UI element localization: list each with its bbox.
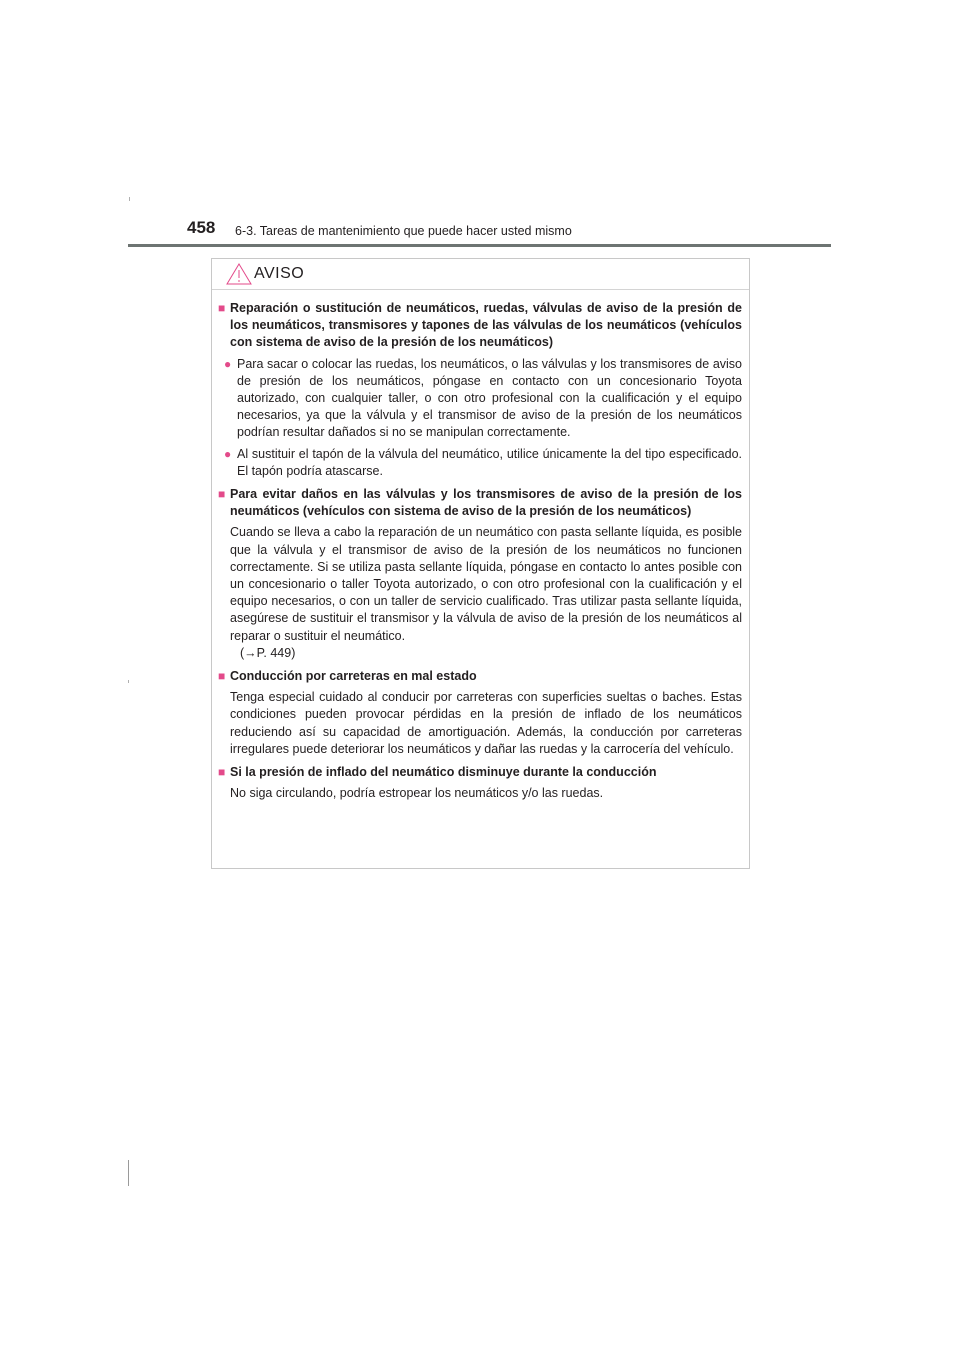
circle-bullet-icon: ● — [224, 446, 232, 461]
warning-title: AVISO — [254, 265, 305, 282]
square-bullet-icon: ■ — [218, 487, 226, 502]
warning-box — [211, 258, 750, 869]
crop-mark — [128, 680, 129, 683]
crop-mark — [129, 197, 130, 201]
section-text: No siga circulando, podría estropear los neumáticos y/o las ruedas. — [230, 786, 604, 801]
page-reference[interactable]: (→P. 449) — [240, 645, 296, 660]
section-heading: ■ Si la presión de inflado del neumático disminuye durante la conducción — [218, 764, 742, 781]
section-title: 6-3. Tareas de mantenimiento que puede hacer usted mismo — [235, 224, 572, 238]
circle-bullet-icon: ● — [224, 356, 232, 371]
page-number: 458 — [187, 218, 216, 237]
section-heading: ■ Reparación o sustitución de neumáticos, ruedas, válvulas de aviso de la presión de los neumáticos, transmisores y tapones de las válvulas de los neumáticos (vehículos con sistema de aviso de la presión de los neumáticos) — [218, 300, 742, 352]
square-bullet-icon: ■ — [218, 669, 226, 684]
section-text: Tenga especial cuidado al conducir por carreteras con superficies sueltas o baches. Estas condiciones pueden provocar pérdidas en la presión de inflado de los neumáticos reduciendo así su capacidad de amortiguación. Además, la conducción por carreteras irregulares puede deteriorar los neumáticos y dañar las ruedas y la carrocería del vehículo. — [230, 690, 742, 756]
section-text: Cuando se lleva a cabo la reparación de un neumático con pasta sellante líquida, es posible que la válvula y el transmisor de aviso de la presión de los neumáticos no funcionen correctamente. Si se utiliza pasta sellante líquida, póngase en contacto lo antes posible con un concesionario o taller Toyota autorizado, o con otro profesional con la cualificación y el equipo necesarios, o con un taller de servicio cualificado. Tras utilizar pasta sellante líquida, asegúrese de sustituir el transmisor y la válvula de aviso de la presión de los neumáticos al reparar o sustituir el neumático. (→P. 449) — [218, 524, 742, 662]
list-item: ● Al sustituir el tapón de la válvula del neumático, utilice únicamente la del tipo especificado. El tapón podría atascarse. — [224, 446, 742, 480]
section-heading: ■ Para evitar daños en las válvulas y los transmisores de aviso de la presión de los neumáticos (vehículos con sistema de aviso de la presión de los neumáticos) — [218, 486, 742, 520]
list-item: ● Para sacar o colocar las ruedas, los neumáticos, o las válvulas y los transmisores de aviso de presión de los neumáticos, póngase en contacto con un concesionario Toyota autorizado, con cualquier taller, o con otro profesional con la cualificación y el equipo necesarios, ya que la válvula y el transmisor de aviso de la presión de los neumáticos podrían resultar dañados si no se manipulan correctamente. — [224, 356, 742, 442]
header-rule — [128, 244, 831, 247]
square-bullet-icon: ■ — [218, 765, 226, 780]
square-bullet-icon: ■ — [218, 301, 226, 315]
section-heading: ■ Conducción por carreteras en mal estado — [218, 668, 742, 685]
crop-mark — [128, 1160, 129, 1186]
warning-header — [212, 259, 749, 290]
warning-triangle-icon — [226, 263, 252, 285]
warning-content — [212, 290, 749, 802]
